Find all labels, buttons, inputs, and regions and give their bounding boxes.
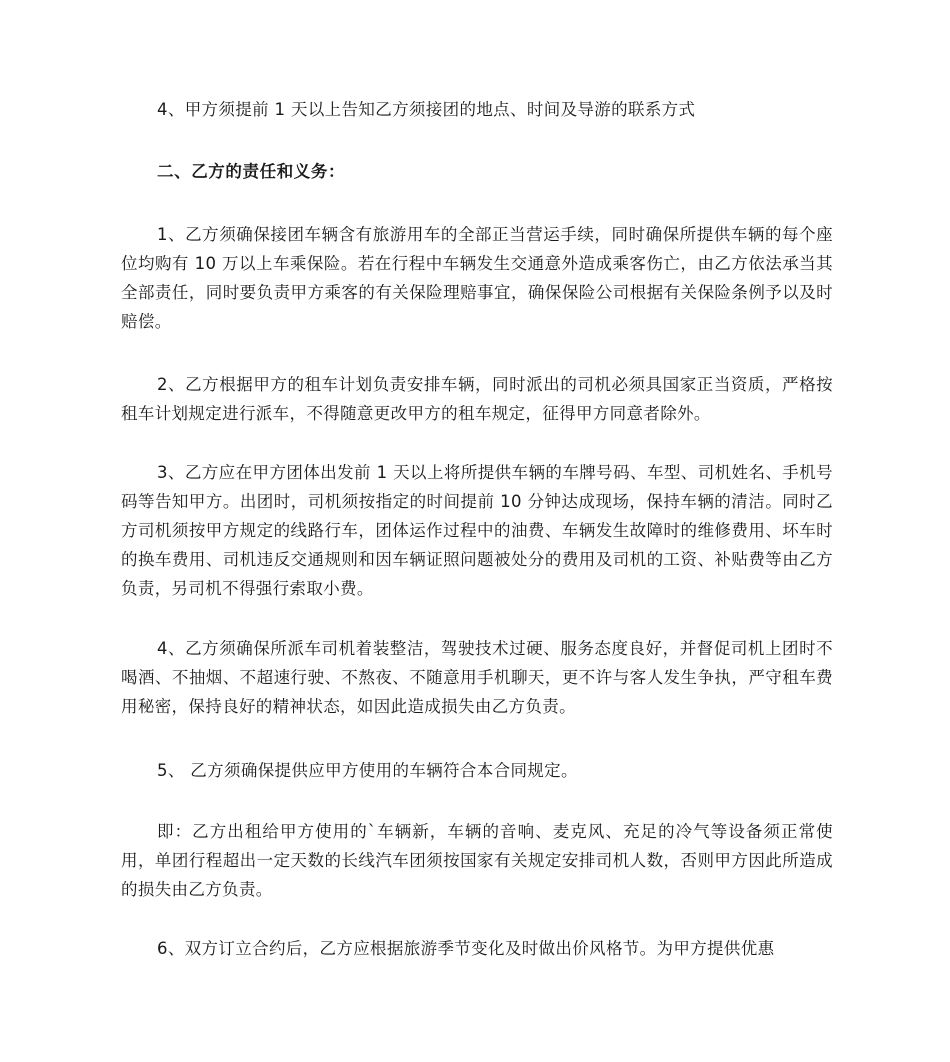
paragraph-party-b-item-4: 4、乙方须确保所派车司机着装整洁，驾驶技术过硬、服务态度良好，并督促司机上团时不喝酒、不抽烟、不超速行驶、不熬夜、不随意用手机聊天，更不许与客人发生争执，严守租车费用秘密，保持良好的精神状态，如因此造成损失由乙方负责。 [121, 639, 833, 716]
paragraph-party-b-item-1: 1、乙方须确保接团车辆含有旅游用车的全部正当营运手续，同时确保所提供车辆的每个座位均购有 10 万以上车乘保险。若在行程中车辆发生交通意外造成乘客伤亡，由乙方依法承当其全部责任，同时要负责甲方乘客的有关保险理赔事宜，确保保险公司根据有关保险条例予以及时赔偿。 [121, 225, 833, 331]
paragraph-party-a-item-4: 4、甲方须提前 1 天以上告知乙方须接团的地点、时间及导游的联系方式 [157, 100, 696, 119]
paragraph-party-b-item-5: 5、 乙方须确保提供应甲方使用的车辆符合本合同规定。 [157, 761, 578, 780]
paragraph-party-b-item-2: 2、乙方根据甲方的租车计划负责安排车辆，同时派出的司机必须具国家正当资质，严格按租车计划规定进行派车，不得随意更改甲方的租车规定，征得甲方同意者除外。 [121, 375, 833, 423]
paragraph-party-b-item-6: 6、双方订立合约后，乙方应根据旅游季节变化及时做出价风格节。为甲方提供优惠 [157, 939, 775, 958]
paragraph-party-b-item-3: 3、乙方应在甲方团体出发前 1 天以上将所提供车辆的车牌号码、车型、司机姓名、手机号码等告知甲方。出团时，司机须按指定的时间提前 10 分钟达成现场，保持车辆的清洁。同时乙方司机须按甲方规定的线路行车，团体运作过程中的油费、车辆发生故障时的维修费用、坏车时的换车费用、司机违反交通规则和因车辆证照问题被处分的费用及司机的工资、补贴费等由乙方负责，另司机不得强行索取小费。 [121, 463, 833, 598]
section-heading-party-b-duties: 二、乙方的责任和义务： [157, 162, 346, 181]
paragraph-party-b-item-5-detail: 即：乙方出租给甲方使用的`车辆新，车辆的音响、麦克风、充足的冷气等设备须正常使用，单团行程超出一定天数的长线汽车团须按国家有关规定安排司机人数，否则甲方因此所造成的损失由乙方负责。 [121, 822, 833, 899]
